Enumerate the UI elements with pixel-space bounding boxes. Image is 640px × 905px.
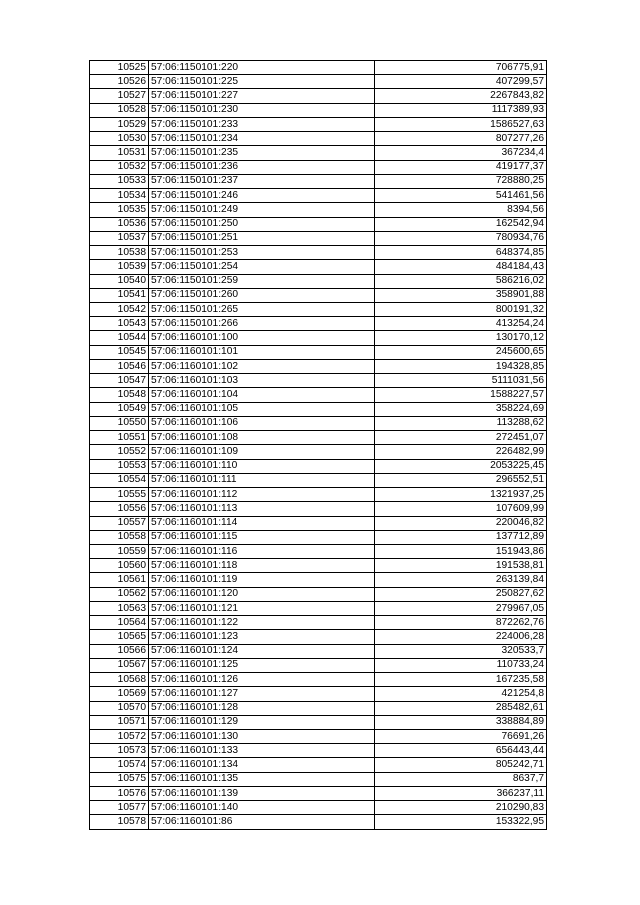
row-number-cell: 10549	[90, 402, 149, 416]
row-number-cell: 10572	[90, 730, 149, 744]
table-row	[90, 260, 547, 274]
table-row	[90, 203, 547, 217]
table-row	[90, 359, 547, 373]
table-row	[90, 730, 547, 744]
cadastral-number-cell: 57:06:1150101:254	[149, 260, 375, 274]
row-number-cell: 10570	[90, 701, 149, 715]
value-cell: 338884,89	[375, 715, 547, 729]
table-row	[90, 601, 547, 615]
cadastral-number-cell: 57:06:1150101:227	[149, 89, 375, 103]
value-cell: 407299,57	[375, 75, 547, 89]
table-row	[90, 644, 547, 658]
row-number-cell: 10548	[90, 388, 149, 402]
value-cell: 110733,24	[375, 658, 547, 672]
cadastral-number-cell: 57:06:1160101:127	[149, 687, 375, 701]
table-row	[90, 374, 547, 388]
row-number-cell: 10573	[90, 744, 149, 758]
cadastral-number-cell: 57:06:1160101:108	[149, 431, 375, 445]
value-cell: 1586527,63	[375, 117, 547, 131]
row-number-cell: 10556	[90, 502, 149, 516]
cadastral-number-cell: 57:06:1160101:125	[149, 658, 375, 672]
row-number-cell: 10537	[90, 231, 149, 245]
value-cell: 366237,11	[375, 786, 547, 800]
cadastral-number-cell: 57:06:1160101:118	[149, 559, 375, 573]
row-number-cell: 10529	[90, 117, 149, 131]
row-number-cell: 10578	[90, 815, 149, 829]
cadastral-number-cell: 57:06:1160101:126	[149, 673, 375, 687]
row-number-cell: 10574	[90, 758, 149, 772]
table-row	[90, 559, 547, 573]
row-number-cell: 10577	[90, 801, 149, 815]
value-cell: 421254,8	[375, 687, 547, 701]
table-row	[90, 288, 547, 302]
cadastral-number-cell: 57:06:1160101:110	[149, 459, 375, 473]
cadastral-number-cell: 57:06:1160101:112	[149, 488, 375, 502]
row-number-cell: 10554	[90, 473, 149, 487]
value-cell: 76691,26	[375, 730, 547, 744]
cadastral-number-cell: 57:06:1160101:133	[149, 744, 375, 758]
value-cell: 113288,62	[375, 416, 547, 430]
row-number-cell: 10531	[90, 146, 149, 160]
table-row	[90, 587, 547, 601]
value-cell: 484184,43	[375, 260, 547, 274]
table-row	[90, 758, 547, 772]
row-number-cell: 10547	[90, 374, 149, 388]
value-cell: 1117389,93	[375, 103, 547, 117]
row-number-cell: 10565	[90, 630, 149, 644]
row-number-cell: 10561	[90, 573, 149, 587]
row-number-cell: 10536	[90, 217, 149, 231]
table-row	[90, 673, 547, 687]
value-cell: 107609,99	[375, 502, 547, 516]
value-cell: 358901,88	[375, 288, 547, 302]
table-row	[90, 658, 547, 672]
cadastral-number-cell: 57:06:1160101:101	[149, 345, 375, 359]
row-number-cell: 10551	[90, 431, 149, 445]
row-number-cell: 10541	[90, 288, 149, 302]
row-number-cell: 10555	[90, 488, 149, 502]
value-cell: 226482,99	[375, 445, 547, 459]
row-number-cell: 10566	[90, 644, 149, 658]
row-number-cell: 10568	[90, 673, 149, 687]
row-number-cell: 10542	[90, 302, 149, 316]
table-row	[90, 516, 547, 530]
value-cell: 541461,56	[375, 189, 547, 203]
table-row	[90, 217, 547, 231]
value-cell: 419177,37	[375, 160, 547, 174]
table-row	[90, 459, 547, 473]
value-cell: 2053225,45	[375, 459, 547, 473]
row-number-cell: 10539	[90, 260, 149, 274]
value-cell: 210290,83	[375, 801, 547, 815]
value-cell: 320533,7	[375, 644, 547, 658]
cadastral-number-cell: 57:06:1160101:128	[149, 701, 375, 715]
value-cell: 130170,12	[375, 331, 547, 345]
cadastral-number-cell: 57:06:1160101:134	[149, 758, 375, 772]
value-cell: 1588227,57	[375, 388, 547, 402]
cadastral-number-cell: 57:06:1160101:115	[149, 530, 375, 544]
value-cell: 191538,81	[375, 559, 547, 573]
row-number-cell: 10562	[90, 587, 149, 601]
table-row	[90, 801, 547, 815]
cadastral-number-cell: 57:06:1160101:102	[149, 359, 375, 373]
cadastral-number-cell: 57:06:1160101:130	[149, 730, 375, 744]
cadastral-number-cell: 57:06:1150101:234	[149, 132, 375, 146]
table-row	[90, 416, 547, 430]
table-row	[90, 502, 547, 516]
table-row	[90, 146, 547, 160]
value-cell: 780934,76	[375, 231, 547, 245]
cadastral-number-cell: 57:06:1150101:230	[149, 103, 375, 117]
row-number-cell: 10527	[90, 89, 149, 103]
row-number-cell: 10552	[90, 445, 149, 459]
table-row	[90, 786, 547, 800]
value-cell: 263139,84	[375, 573, 547, 587]
row-number-cell: 10560	[90, 559, 149, 573]
cadastral-number-cell: 57:06:1160101:119	[149, 573, 375, 587]
row-number-cell: 10530	[90, 132, 149, 146]
value-cell: 706775,91	[375, 61, 547, 75]
cadastral-number-cell: 57:06:1160101:109	[149, 445, 375, 459]
value-cell: 8394,56	[375, 203, 547, 217]
cadastral-number-cell: 57:06:1160101:120	[149, 587, 375, 601]
cadastral-number-cell: 57:06:1150101:265	[149, 302, 375, 316]
row-number-cell: 10575	[90, 772, 149, 786]
table-row	[90, 715, 547, 729]
row-number-cell: 10526	[90, 75, 149, 89]
cadastral-number-cell: 57:06:1160101:122	[149, 616, 375, 630]
value-cell: 413254,24	[375, 317, 547, 331]
row-number-cell: 10545	[90, 345, 149, 359]
value-cell: 245600,65	[375, 345, 547, 359]
table-row	[90, 231, 547, 245]
row-number-cell: 10550	[90, 416, 149, 430]
cadastral-number-cell: 57:06:1150101:246	[149, 189, 375, 203]
row-number-cell: 10563	[90, 601, 149, 615]
row-number-cell: 10567	[90, 658, 149, 672]
value-cell: 8637,7	[375, 772, 547, 786]
value-cell: 279967,05	[375, 601, 547, 615]
row-number-cell: 10534	[90, 189, 149, 203]
table-row	[90, 174, 547, 188]
cadastral-number-cell: 57:06:1160101:129	[149, 715, 375, 729]
value-cell: 358224,69	[375, 402, 547, 416]
table-row	[90, 331, 547, 345]
cadastral-number-cell: 57:06:1160101:104	[149, 388, 375, 402]
cadastral-number-cell: 57:06:1160101:139	[149, 786, 375, 800]
cadastral-number-cell: 57:06:1150101:220	[149, 61, 375, 75]
cadastral-number-cell: 57:06:1160101:114	[149, 516, 375, 530]
table-row	[90, 544, 547, 558]
cadastral-number-cell: 57:06:1160101:106	[149, 416, 375, 430]
table-row	[90, 302, 547, 316]
cadastral-number-cell: 57:06:1150101:251	[149, 231, 375, 245]
cadastral-number-cell: 57:06:1150101:250	[149, 217, 375, 231]
cadastral-number-cell: 57:06:1150101:235	[149, 146, 375, 160]
row-number-cell: 10557	[90, 516, 149, 530]
value-cell: 137712,89	[375, 530, 547, 544]
table-row	[90, 630, 547, 644]
table-row	[90, 687, 547, 701]
value-cell: 1321937,25	[375, 488, 547, 502]
table-row	[90, 160, 547, 174]
row-number-cell: 10532	[90, 160, 149, 174]
table-row	[90, 744, 547, 758]
cadastral-number-cell: 57:06:1160101:121	[149, 601, 375, 615]
cadastral-number-cell: 57:06:1160101:124	[149, 644, 375, 658]
value-cell: 872262,76	[375, 616, 547, 630]
cadastral-number-cell: 57:06:1160101:86	[149, 815, 375, 829]
table-row	[90, 189, 547, 203]
parcel-value-table	[89, 60, 547, 830]
table-row	[90, 388, 547, 402]
row-number-cell: 10553	[90, 459, 149, 473]
value-cell: 367234,4	[375, 146, 547, 160]
row-number-cell: 10535	[90, 203, 149, 217]
cadastral-number-cell: 57:06:1160101:140	[149, 801, 375, 815]
table-row	[90, 772, 547, 786]
table-row	[90, 530, 547, 544]
table-row	[90, 815, 547, 829]
cadastral-number-cell: 57:06:1150101:249	[149, 203, 375, 217]
value-cell: 656443,44	[375, 744, 547, 758]
table-row	[90, 75, 547, 89]
row-number-cell: 10571	[90, 715, 149, 729]
value-cell: 153322,95	[375, 815, 547, 829]
table-row	[90, 402, 547, 416]
row-number-cell: 10546	[90, 359, 149, 373]
table-row	[90, 246, 547, 260]
value-cell: 167235,58	[375, 673, 547, 687]
row-number-cell: 10525	[90, 61, 149, 75]
cadastral-number-cell: 57:06:1150101:225	[149, 75, 375, 89]
value-cell: 2267843,82	[375, 89, 547, 103]
value-cell: 800191,32	[375, 302, 547, 316]
row-number-cell: 10538	[90, 246, 149, 260]
row-number-cell: 10544	[90, 331, 149, 345]
value-cell: 224006,28	[375, 630, 547, 644]
table-row	[90, 345, 547, 359]
table-body	[90, 61, 547, 830]
cadastral-number-cell: 57:06:1160101:113	[149, 502, 375, 516]
row-number-cell: 10558	[90, 530, 149, 544]
value-cell: 586216,02	[375, 274, 547, 288]
table-row	[90, 431, 547, 445]
table-row	[90, 117, 547, 131]
cadastral-number-cell: 57:06:1150101:260	[149, 288, 375, 302]
value-cell: 648374,85	[375, 246, 547, 260]
cadastral-number-cell: 57:06:1150101:259	[149, 274, 375, 288]
cadastral-number-cell: 57:06:1150101:236	[149, 160, 375, 174]
row-number-cell: 10543	[90, 317, 149, 331]
value-cell: 805242,71	[375, 758, 547, 772]
table-row	[90, 317, 547, 331]
row-number-cell: 10559	[90, 544, 149, 558]
row-number-cell: 10533	[90, 174, 149, 188]
table-row	[90, 61, 547, 75]
cadastral-number-cell: 57:06:1160101:123	[149, 630, 375, 644]
cadastral-number-cell: 57:06:1150101:233	[149, 117, 375, 131]
row-number-cell: 10576	[90, 786, 149, 800]
table-row	[90, 132, 547, 146]
value-cell: 162542,94	[375, 217, 547, 231]
value-cell: 728880,25	[375, 174, 547, 188]
table-row	[90, 473, 547, 487]
row-number-cell: 10540	[90, 274, 149, 288]
cadastral-number-cell: 57:06:1150101:253	[149, 246, 375, 260]
table-row	[90, 274, 547, 288]
cadastral-number-cell: 57:06:1150101:266	[149, 317, 375, 331]
cadastral-number-cell: 57:06:1160101:111	[149, 473, 375, 487]
cadastral-number-cell: 57:06:1160101:103	[149, 374, 375, 388]
cadastral-number-cell: 57:06:1150101:237	[149, 174, 375, 188]
value-cell: 5111031,56	[375, 374, 547, 388]
value-cell: 250827,62	[375, 587, 547, 601]
row-number-cell: 10528	[90, 103, 149, 117]
value-cell: 807277,26	[375, 132, 547, 146]
value-cell: 194328,85	[375, 359, 547, 373]
value-cell: 220046,82	[375, 516, 547, 530]
row-number-cell: 10564	[90, 616, 149, 630]
table-row	[90, 89, 547, 103]
table-row	[90, 616, 547, 630]
cadastral-number-cell: 57:06:1160101:135	[149, 772, 375, 786]
cadastral-number-cell: 57:06:1160101:105	[149, 402, 375, 416]
value-cell: 151943,86	[375, 544, 547, 558]
value-cell: 272451,07	[375, 431, 547, 445]
cadastral-number-cell: 57:06:1160101:100	[149, 331, 375, 345]
cadastral-number-cell: 57:06:1160101:116	[149, 544, 375, 558]
table-row	[90, 573, 547, 587]
row-number-cell: 10569	[90, 687, 149, 701]
value-cell: 285482,61	[375, 701, 547, 715]
table-row	[90, 488, 547, 502]
table-row	[90, 701, 547, 715]
table-row	[90, 103, 547, 117]
table-row	[90, 445, 547, 459]
value-cell: 296552,51	[375, 473, 547, 487]
